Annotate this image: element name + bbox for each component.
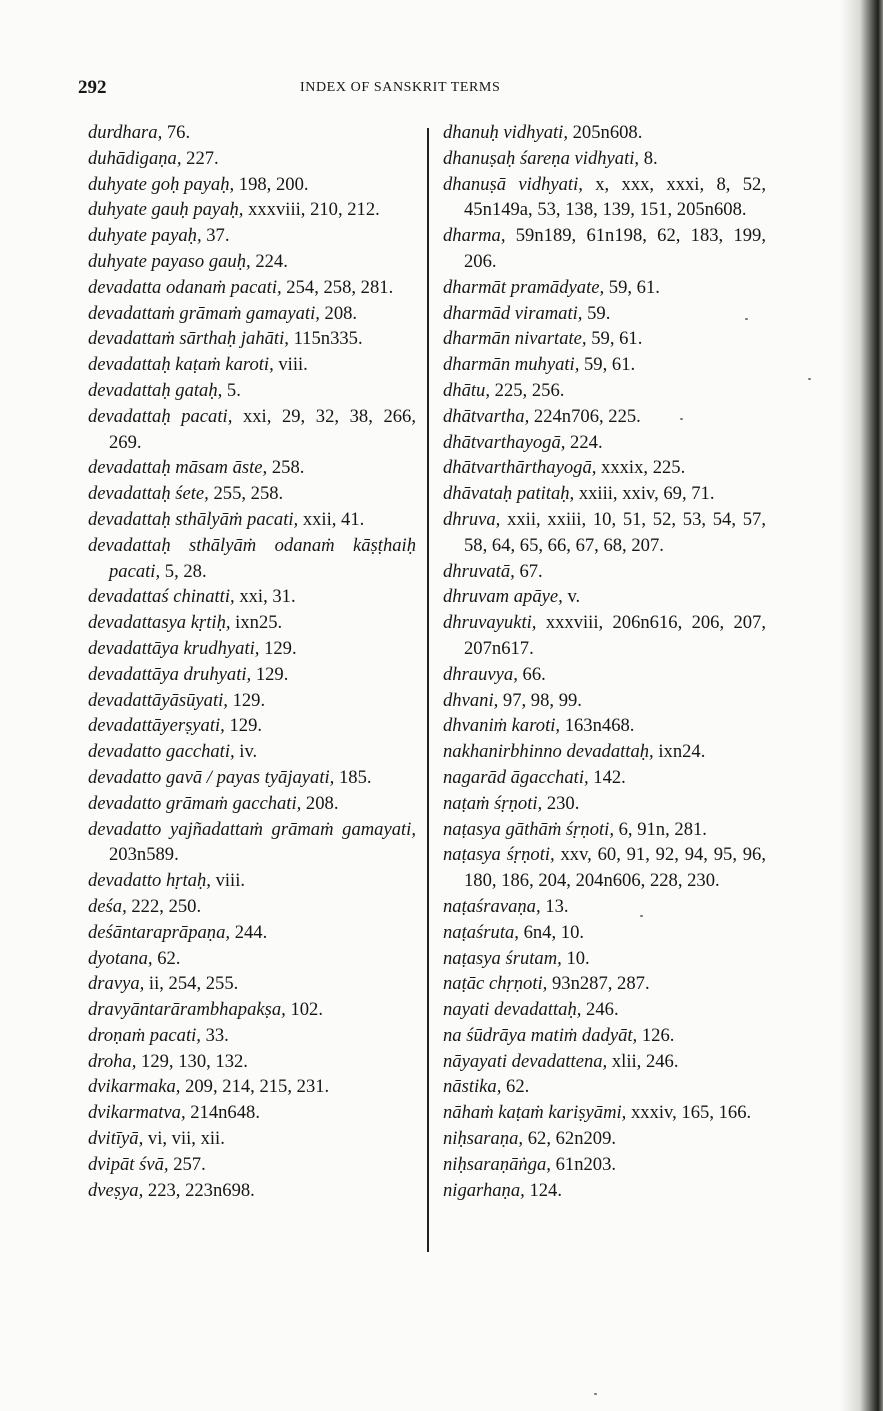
- index-entry: [88, 739, 416, 765]
- index-entry: [88, 1023, 416, 1049]
- index-entry: [88, 197, 416, 223]
- index-page-refs: 62.: [152, 947, 181, 969]
- index-entry: [88, 172, 416, 198]
- index-page-refs: 214n648.: [185, 1102, 260, 1124]
- index-entry: [443, 275, 766, 301]
- index-term: na śūdrāya matiṁ dadyāt,: [443, 1024, 638, 1046]
- index-entry: [88, 610, 416, 636]
- index-term: dhrauvya,: [443, 663, 518, 685]
- index-page-refs: 223, 223n698.: [143, 1179, 255, 1201]
- index-term: dravya,: [88, 973, 145, 995]
- index-term: dvitīyā,: [88, 1128, 144, 1150]
- index-page-refs: ixn24.: [653, 741, 706, 763]
- index-page-refs: 5.: [222, 379, 241, 401]
- index-entry: [443, 713, 766, 739]
- index-term: droha,: [88, 1050, 137, 1072]
- index-term: duhyate gauḥ payaḥ,: [88, 199, 244, 221]
- index-term: devadatto yajñadattaṁ grāmaṁ gamayati,: [88, 818, 416, 840]
- index-page-refs: 97, 98, 99.: [498, 689, 582, 711]
- index-page-refs: 163n468.: [560, 715, 635, 737]
- index-entry: [88, 507, 416, 533]
- index-term: niḥsaraṇa,: [443, 1128, 524, 1150]
- index-page-refs: 102.: [285, 999, 323, 1021]
- index-entry: [443, 507, 766, 559]
- index-entry: [88, 301, 416, 327]
- index-page-refs: viii.: [273, 354, 308, 376]
- index-page-refs: v.: [562, 586, 581, 608]
- index-page-refs: 129.: [259, 637, 297, 659]
- index-page-refs: 142.: [588, 766, 626, 788]
- index-page-refs: 255, 258.: [208, 483, 284, 505]
- index-page-refs: 6, 91n, 281.: [613, 818, 707, 840]
- index-entry: [88, 352, 416, 378]
- index-page-refs: vi, vii, xii.: [143, 1128, 225, 1150]
- index-entry: [443, 120, 766, 146]
- index-entry: [88, 404, 416, 456]
- index-page-refs: 205n608.: [567, 122, 643, 143]
- index-page-refs: 224.: [250, 250, 288, 272]
- index-term: dhātvarthārthayogā,: [443, 457, 597, 479]
- index-term: nayati devadattaḥ,: [443, 999, 582, 1021]
- index-entry: [443, 1023, 766, 1049]
- index-entry: [88, 275, 416, 301]
- index-term: devadattaś chinatti,: [88, 586, 235, 608]
- index-entry: [88, 946, 416, 972]
- index-term: droṇaṁ pacati,: [88, 1024, 201, 1046]
- index-entry: [443, 1074, 766, 1100]
- index-page-refs: 208.: [301, 792, 339, 814]
- index-entry: [88, 920, 416, 946]
- index-page-refs: xxv, 60, 91, 92, 94, 95, 96, 180, 186, 204, 204n606, 228, 230.: [464, 844, 766, 892]
- index-page-refs: xxii, xxiii, 10, 51, 52, 53, 54, 57, 58, 64, 65, 66, 67, 68, 207.: [464, 508, 766, 556]
- index-term: dharmāt pramādyate,: [443, 276, 605, 298]
- index-term: nāstika,: [443, 1076, 502, 1098]
- index-page-refs: 59, 61.: [604, 276, 660, 298]
- index-term: devadattaḥ pacati,: [88, 405, 233, 427]
- index-entry: [443, 430, 766, 456]
- index-term: naṭasya gāthāṁ śṛṇoti,: [443, 818, 614, 840]
- index-entry: [88, 249, 416, 275]
- index-term: niḥsaraṇāṅga,: [443, 1153, 551, 1175]
- index-term: dhanuḥ vidhyati,: [443, 122, 568, 143]
- index-term: nakhanirbhinno devadattaḥ,: [443, 741, 654, 763]
- index-page-refs: 222, 250.: [126, 895, 202, 917]
- index-entry: [88, 326, 416, 352]
- index-entry: [443, 1049, 766, 1075]
- index-entry: [443, 765, 766, 791]
- index-entry: [88, 765, 416, 791]
- index-page-refs: 6n4, 10.: [518, 921, 585, 943]
- index-page-refs: 10.: [561, 947, 590, 969]
- index-term: dhātvartha,: [443, 405, 530, 427]
- index-page-refs: 37.: [201, 225, 230, 247]
- index-term: naṭaśruta,: [443, 921, 519, 943]
- index-entry: [88, 455, 416, 481]
- index-entry: [88, 662, 416, 688]
- index-entry: [88, 791, 416, 817]
- index-page-refs: 8.: [639, 147, 658, 169]
- index-entry: [443, 481, 766, 507]
- index-page-refs: xxi, 31.: [234, 586, 296, 608]
- index-term: dhruvam apāye,: [443, 586, 563, 608]
- index-page-refs: x, xxx, xxxi, 8, 52, 45n149a, 53, 138, 139, 151, 205n608.: [464, 173, 766, 221]
- index-term: dvipāt śvā,: [88, 1153, 169, 1175]
- index-term: dharmān nivartate,: [443, 328, 587, 350]
- index-entry: [443, 946, 766, 972]
- index-page-refs: 129.: [251, 663, 289, 685]
- index-page-refs: xxxviii, 206n616, 206, 207, 207n617.: [464, 612, 766, 659]
- index-page-refs: ixn25.: [230, 612, 283, 634]
- index-entry: [443, 404, 766, 430]
- index-page-refs: ii, 254, 255.: [144, 973, 239, 995]
- index-term: dhanuṣaḥ śareṇa vidhyati,: [443, 147, 640, 169]
- index-entry: [443, 817, 766, 843]
- index-page-refs: 244.: [230, 921, 268, 943]
- index-page-refs: 257.: [168, 1153, 206, 1175]
- index-term: deśāntaraprāpaṇa,: [88, 921, 231, 943]
- index-entry: [443, 1100, 766, 1126]
- index-entry: [88, 584, 416, 610]
- index-term: devadattāya krudhyati,: [88, 637, 260, 659]
- index-entry: [443, 842, 766, 894]
- index-entry: [88, 636, 416, 662]
- index-term: naṭāc chṛṇoti,: [443, 973, 548, 995]
- index-entry: [443, 971, 766, 997]
- index-entry: [443, 301, 766, 327]
- index-term: devadattaḥ māsam āste,: [88, 457, 268, 479]
- index-page-refs: 254, 258, 281.: [281, 276, 394, 298]
- index-term: dhvani,: [443, 689, 499, 711]
- index-term: duhyate payaso gauḥ,: [88, 250, 251, 272]
- index-entry: [88, 146, 416, 172]
- index-term: dhvaniṁ karoti,: [443, 715, 561, 737]
- index-page-refs: 225, 256.: [490, 379, 565, 401]
- index-entry: [443, 326, 766, 352]
- index-term: devadattaḥ sthālyāṁ pacati,: [88, 508, 299, 530]
- index-term: devadatto gavā / payas tyājayati,: [88, 766, 335, 788]
- index-page-refs: 208.: [319, 302, 358, 324]
- column-divider: [427, 128, 429, 1252]
- index-term: devadattaṁ sārthaḥ jahāti,: [88, 328, 289, 350]
- index-term: devadatto grāmaṁ gacchati,: [88, 792, 302, 814]
- index-term: dharma,: [443, 225, 506, 247]
- index-entry: [88, 1178, 416, 1204]
- index-entry: [443, 378, 766, 404]
- index-entry: [443, 1152, 766, 1178]
- index-page-refs: xxi, 29, 32, 38, 266, 269.: [109, 405, 416, 453]
- index-entry: [88, 1126, 416, 1152]
- index-page-refs: 129.: [227, 689, 266, 711]
- index-column-left: [88, 120, 416, 1203]
- index-term: dvikarmaka,: [88, 1076, 181, 1098]
- index-entry: [88, 688, 416, 714]
- index-entry: [88, 481, 416, 507]
- index-term: dhruvayukti,: [443, 612, 537, 634]
- index-page-refs: 129.: [224, 715, 263, 737]
- index-entry: [443, 894, 766, 920]
- index-page-refs: 59, 61.: [579, 354, 636, 376]
- index-term: devadattāya druhyati,: [88, 663, 252, 685]
- running-title: INDEX OF SANSKRIT TERMS: [300, 80, 501, 95]
- index-page-refs: xlii, 246.: [607, 1050, 679, 1072]
- index-entry: [88, 894, 416, 920]
- index-page-refs: 224n706, 225.: [529, 405, 641, 427]
- index-page-refs: 33.: [200, 1024, 229, 1046]
- index-term: devadatto hṛtaḥ,: [88, 870, 211, 892]
- index-term: nagarād āgacchati,: [443, 766, 589, 788]
- index-term: dharmān muhyati,: [443, 354, 580, 376]
- index-entry: [443, 1126, 766, 1152]
- index-page-refs: 62, 62n209.: [523, 1128, 617, 1150]
- index-entry: [443, 997, 766, 1023]
- index-term: dveṣya,: [88, 1179, 144, 1201]
- index-term: devadattaṁ grāmaṁ gamayati,: [88, 302, 320, 324]
- page-number: 292: [78, 77, 107, 98]
- index-page-refs: 126.: [637, 1024, 675, 1046]
- index-page-refs: 198, 200.: [234, 173, 309, 195]
- index-page-refs: 93n287, 287.: [547, 973, 650, 995]
- scan-speck: [745, 318, 748, 320]
- index-page-refs: 203n589.: [109, 844, 179, 866]
- index-entry: [443, 739, 766, 765]
- index-page-refs: 258.: [267, 457, 305, 479]
- index-term: dhātvarthayogā,: [443, 431, 566, 453]
- index-term: devadattāyerṣyati,: [88, 715, 225, 737]
- index-page-refs: 76.: [162, 122, 191, 143]
- index-page-refs: viii.: [210, 870, 246, 892]
- index-entry: [88, 868, 416, 894]
- index-entry: [443, 791, 766, 817]
- index-entry: [88, 1074, 416, 1100]
- index-term: dhanuṣā vidhyati,: [443, 173, 583, 195]
- index-entry: [443, 146, 766, 172]
- index-page-refs: 230.: [542, 792, 580, 814]
- index-term: dharmād viramati,: [443, 302, 583, 324]
- index-entry: [88, 1100, 416, 1126]
- index-term: nigarhaṇa,: [443, 1179, 525, 1201]
- scan-speck: [808, 378, 811, 380]
- index-page-refs: 246.: [581, 999, 619, 1021]
- index-entry: [443, 920, 766, 946]
- index-term: devadattaḥ gataḥ,: [88, 379, 223, 401]
- index-term: dhruvatā,: [443, 560, 515, 582]
- index-entry: [443, 352, 766, 378]
- index-entry: [443, 559, 766, 585]
- index-page-refs: iv.: [234, 741, 258, 763]
- index-term: devadatto gacchati,: [88, 741, 235, 763]
- index-term: naṭasya śṛṇoti,: [443, 844, 555, 866]
- index-term: duhyate goḥ payaḥ,: [88, 173, 235, 195]
- index-entry: [88, 971, 416, 997]
- index-entry: [443, 223, 766, 275]
- index-term: durdhara,: [88, 122, 163, 143]
- index-term: devadattasya kṛtiḥ,: [88, 612, 231, 634]
- index-entry: [88, 120, 416, 146]
- index-entry: [88, 1049, 416, 1075]
- index-page-refs: xxxix, 225.: [596, 457, 686, 479]
- index-entry: [88, 817, 416, 869]
- index-page-refs: 185.: [334, 766, 372, 788]
- index-entry: [88, 533, 416, 585]
- index-entry: [88, 713, 416, 739]
- index-page-refs: 124.: [524, 1179, 562, 1201]
- index-term: dhruva,: [443, 508, 501, 530]
- index-page-refs: 62.: [501, 1076, 530, 1098]
- scan-speck: [594, 1393, 597, 1395]
- index-column-right: [443, 120, 766, 1203]
- index-term: dvikarmatva,: [88, 1102, 186, 1124]
- index-term: dyotana,: [88, 947, 153, 969]
- index-term: dravyāntarārambhapakṣa,: [88, 999, 286, 1021]
- index-page-refs: 5, 28.: [160, 560, 207, 582]
- index-page-refs: 67.: [514, 560, 543, 582]
- scan-speck: [640, 915, 643, 917]
- index-page-refs: 209, 214, 215, 231.: [180, 1076, 330, 1098]
- index-term: nāhaṁ kaṭaṁ kariṣyāmi,: [443, 1102, 627, 1124]
- index-term: devadattāyāsūyati,: [88, 689, 228, 711]
- index-term: naṭaśravaṇa,: [443, 895, 541, 917]
- index-page-refs: 59, 61.: [586, 328, 643, 350]
- index-entry: [443, 610, 766, 662]
- index-entry: [88, 997, 416, 1023]
- index-page-refs: xxii, 41.: [298, 508, 365, 530]
- index-page-refs: 66.: [517, 663, 546, 685]
- book-binding-edge: [841, 0, 883, 1411]
- index-page-refs: 227.: [181, 147, 219, 169]
- index-entry: [88, 223, 416, 249]
- index-page-refs: 61n203.: [550, 1153, 617, 1175]
- index-term: devadattaḥ kaṭaṁ karoti,: [88, 354, 274, 376]
- index-page-refs: 129, 130, 132.: [136, 1050, 248, 1072]
- index-term: deśa,: [88, 895, 127, 917]
- index-page-refs: 59n189, 61n198, 62, 183, 199, 206.: [464, 225, 766, 272]
- index-term: naṭasya śrutam,: [443, 947, 562, 969]
- index-term: duhādigaṇa,: [88, 147, 182, 169]
- index-page-refs: xxiii, xxiv, 69, 71.: [574, 483, 715, 505]
- index-entry: [443, 662, 766, 688]
- index-entry: [88, 1152, 416, 1178]
- index-page-refs: 115n335.: [288, 328, 363, 350]
- index-term: naṭaṁ śṛṇoti,: [443, 792, 543, 814]
- index-term: duhyate payaḥ,: [88, 225, 202, 247]
- index-term: nāyayati devadattena,: [443, 1050, 608, 1072]
- index-page-refs: 59.: [582, 302, 611, 324]
- index-page-refs: xxxiv, 165, 166.: [626, 1102, 752, 1124]
- index-entry: [443, 584, 766, 610]
- index-entry: [443, 172, 766, 224]
- index-entry: [88, 378, 416, 404]
- index-entry: [443, 455, 766, 481]
- index-term: devadattaḥ sthālyāṁ odanaṁ kāṣṭhaiḥ pacati,: [88, 534, 416, 582]
- scan-speck: [680, 418, 683, 420]
- index-entry: [443, 688, 766, 714]
- index-term: devadatta odanaṁ pacati,: [88, 276, 282, 298]
- index-term: dhātu,: [443, 379, 491, 401]
- index-page-refs: xxxviii, 210, 212.: [243, 199, 380, 221]
- index-term: dhāvataḥ patitaḥ,: [443, 483, 575, 505]
- index-entry: [443, 1178, 766, 1204]
- index-term: devadattaḥ śete,: [88, 483, 209, 505]
- index-page-refs: 13.: [540, 895, 569, 917]
- index-page-refs: 224.: [565, 431, 603, 453]
